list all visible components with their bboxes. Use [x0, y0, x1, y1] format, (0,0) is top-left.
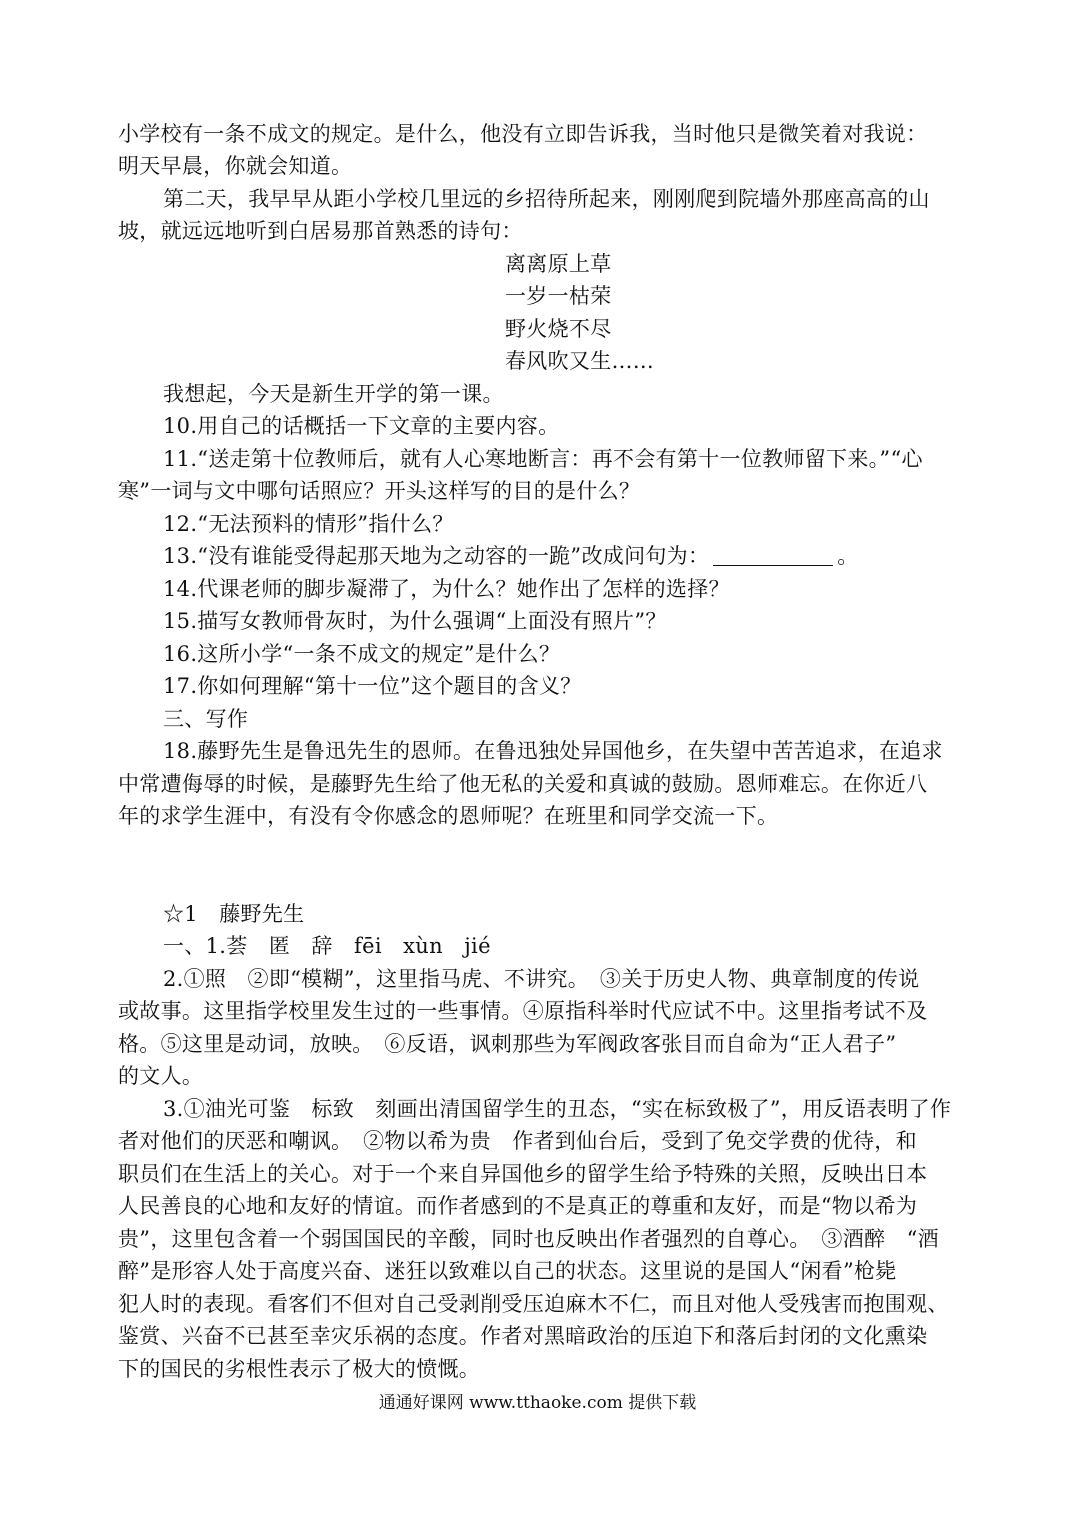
answer-3-cont: 醉”是形容人处于高度兴奋、迷狂以致难以自己的状态。这里说的是国人“闲看”枪毙: [118, 1259, 897, 1283]
question-13-end: 。: [837, 544, 859, 568]
story-line: 小学校有一条不成文的规定。是什么，他没有立即告诉我，当时他只是微笑着对我说：: [118, 122, 928, 146]
question-17: 17.你如何理解“第十一位”这个题目的含义？: [163, 674, 582, 698]
section-heading: 三、写作: [163, 707, 249, 731]
question-18: 18.藤野先生是鲁迅先生的恩师。在鲁迅独处异国他乡，在失望中苦苦追求，在追求: [163, 739, 943, 763]
answer-2-cont: 或故事。这里指学校里发生过的一些事情。④原指科举时代应试不中。这里指考试不及: [118, 999, 928, 1023]
question-18-cont: 中常遭侮辱的时候，是藤野先生给了他无私的关爱和真诚的鼓励。恩师难忘。在你近八: [118, 772, 928, 796]
question-14: 14.代课老师的脚步凝滞了，为什么？她作出了怎样的选择？: [163, 577, 730, 601]
question-18-cont: 年的求学生涯中，有没有令你感念的恩师呢？在班里和同学交流一下。: [118, 804, 779, 828]
question-16: 16.这所小学“一条不成文的规定”是什么？: [163, 642, 561, 666]
question-11: 11.“送走第十位教师后，就有人心寒地断言：再不会有第十一位教师留下来。”“心: [163, 447, 923, 471]
answer-3-cont: 人民善良的心地和友好的情谊。而作者感到的不是真正的尊重和友好，而是“物以希为: [118, 1194, 918, 1218]
poem-line: 一岁一枯荣: [505, 284, 612, 308]
poem-line: 野火烧不尽: [505, 317, 612, 341]
answer-3-cont: 职员们在生活上的关心。对于一个来自异国他乡的留学生给予特殊的关照，反映出日本: [118, 1162, 928, 1186]
answer-3-cont: 下的国民的劣根性表示了极大的愤慨。: [118, 1357, 481, 1381]
answer-2-cont: 的文人。: [118, 1064, 204, 1088]
answer-2-cont: 格。⑤这里是动词，放映。 ⑥反语，讽刺那些为军阀政客张目而自命为“正人君子”: [118, 1032, 897, 1056]
question-10: 10.用自己的话概括一下文章的主要内容。: [163, 414, 560, 438]
answer-1: 一、1.荟 匿 辞 fēi xùn jié: [163, 934, 491, 958]
question-11-cont: 寒”一词与文中哪句话照应？开头这样写的目的是什么？: [118, 479, 641, 503]
answer-2: 2.①照 ②即“模糊”，这里指马虎、不讲究。 ③关于历史人物、典章制度的传说: [163, 967, 920, 991]
answer-blank: [713, 545, 833, 566]
answer-3: 3.①油光可鉴 标致 刻画出清国留学生的丑态，“实在标致极了”，用反语表明了作: [163, 1097, 952, 1121]
poem-line: 离离原上草: [505, 252, 612, 276]
answer-3-cont: 贵”，这里包含着一个弱国国民的辛酸，同时也反映出作者强烈的自尊心。 ③酒醉 “酒: [118, 1227, 939, 1251]
question-12: 12.“无法预料的情形”指什么？: [163, 512, 454, 536]
story-line: 明天早晨，你就会知道。: [118, 154, 353, 178]
answer-title: ☆1 藤野先生: [163, 902, 305, 926]
answer-3-cont: 鉴赏、兴奋不已甚至幸灾乐祸的态度。作者对黑暗政治的压迫下和落后封闭的文化熏染: [118, 1324, 928, 1348]
poem-line: 春风吹又生……: [505, 349, 655, 373]
answer-3-cont: 犯人时的表现。看客们不但对自己受剥削受压迫麻木不仁，而且对他人受残害而抱围观、: [118, 1292, 949, 1316]
question-15: 15.描写女教师骨灰时，为什么强调“上面没有照片”？: [163, 609, 667, 633]
answer-3-cont: 者对他们的厌恶和嘲讽。 ②物以希为贵 作者到仙台后，受到了免交学费的优待，和: [118, 1129, 917, 1153]
story-line: 坡，就远远地听到白居易那首熟悉的诗句：: [118, 219, 523, 243]
story-line: 我想起，今天是新生开学的第一课。: [163, 382, 504, 406]
page-footer: 通通好课网 www.tthaoke.com 提供下载: [378, 1393, 697, 1413]
question-13-text: 13.“没有谁能受得起那天地为之动容的一跪”改成问句为：: [163, 544, 710, 568]
story-line: 第二天，我早早从距小学校几里远的乡招待所起来，刚刚爬到院墙外那座高高的山: [163, 187, 930, 211]
question-13: [163, 541, 960, 571]
